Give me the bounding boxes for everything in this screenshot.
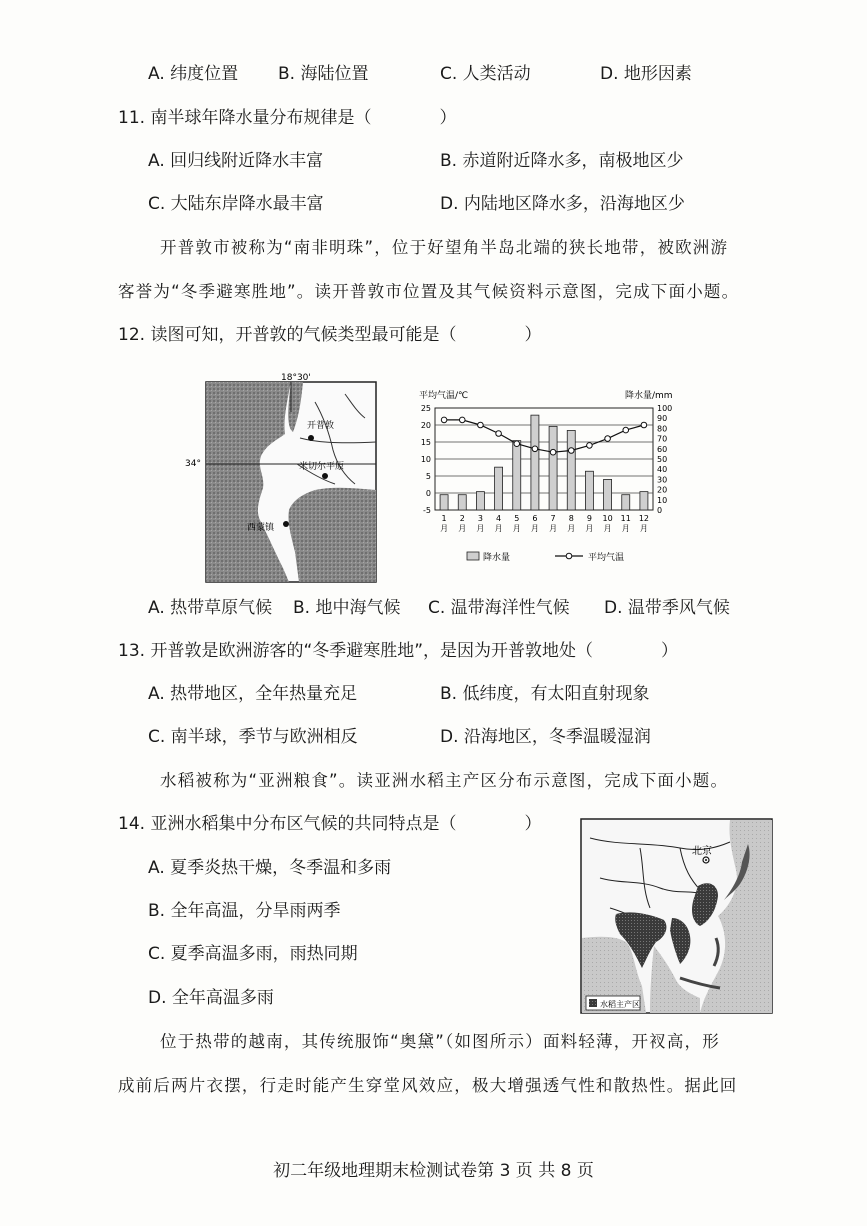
asia-rice-map xyxy=(580,818,773,1014)
temperature-point xyxy=(568,448,574,454)
vietnam-intro-line1: 位于热带的越南，其传统服饰“奥黛”（如图所示）面料轻薄，开衩高，形 xyxy=(160,1032,720,1051)
right-tick-label: 40 xyxy=(657,465,668,475)
temperature-point xyxy=(514,441,520,447)
x-tick-label: 9 xyxy=(586,514,592,523)
q13-stem: 13. 开普敦是欧洲游客的“冬季避寒胜地”，是因为开普敦地处（ ） xyxy=(118,641,679,661)
right-tick-label: 20 xyxy=(657,485,668,495)
precip-bar xyxy=(458,495,466,510)
x-tick-unit: 月 xyxy=(585,524,594,533)
precip-bar xyxy=(622,495,630,510)
x-tick-label: 10 xyxy=(602,514,613,523)
x-tick-unit: 月 xyxy=(458,524,467,533)
q10-option-c: C. 人类活动 xyxy=(440,64,531,84)
q10-option-b: B. 海陆位置 xyxy=(278,64,369,84)
x-tick-label: 5 xyxy=(514,514,520,523)
x-tick-label: 2 xyxy=(459,514,465,523)
x-tick-unit: 月 xyxy=(530,524,539,533)
right-tick-label: 70 xyxy=(657,434,668,444)
capetown-label: 开普敦 xyxy=(307,421,335,431)
q12-stem: 12. 读图可知，开普敦的气候类型最可能是（ ） xyxy=(118,325,542,345)
precip-bar xyxy=(531,415,539,510)
mitchells-plain-label: 米切尔平原 xyxy=(299,462,345,472)
mitchells-plain-dot xyxy=(322,473,328,479)
x-tick-unit: 月 xyxy=(440,524,449,533)
left-tick-label: 10 xyxy=(420,455,431,464)
legend-bar-label: 降水量 xyxy=(483,553,511,563)
right-axis-title: 降水量/mm xyxy=(625,391,673,401)
x-tick-unit: 月 xyxy=(621,524,630,533)
longitude-label: 18°30' xyxy=(281,373,311,383)
left-tick-label: 5 xyxy=(425,472,431,481)
q14-option-d: D. 全年高温多雨 xyxy=(148,988,274,1008)
q12-option-d: D. 温带季风气候 xyxy=(604,598,730,618)
page-footer: 初二年级地理期末检测试卷第 3 页 共 8 页 xyxy=(273,1161,594,1181)
x-tick-unit: 月 xyxy=(639,524,648,533)
temperature-point xyxy=(623,427,629,433)
latitude-label: 34° xyxy=(185,459,201,469)
right-tick-label: 80 xyxy=(657,424,668,434)
rice-intro: 水稻被称为“亚洲粮食”。读亚洲水稻主产区分布示意图，完成下面小题。 xyxy=(160,771,729,790)
legend-bar-swatch xyxy=(467,552,479,560)
temperature-point xyxy=(478,422,484,428)
precip-bar xyxy=(604,479,612,510)
x-tick-label: 8 xyxy=(568,514,574,523)
q10-option-d: D. 地形因素 xyxy=(600,64,692,84)
q13-option-a: A. 热带地区，全年热量充足 xyxy=(148,684,358,704)
legend-line-label: 平均气温 xyxy=(588,553,625,563)
temperature-point xyxy=(441,417,447,423)
left-tick-label: 20 xyxy=(420,421,431,430)
x-tick-label: 6 xyxy=(532,514,538,523)
left-tick-label: -5 xyxy=(423,506,431,515)
map2-legend-swatch xyxy=(589,999,597,1007)
vietnam-intro-line2: 成前后两片衣摆，行走时能产生穿堂风效应，极大增强透气性和散热性。据此回 xyxy=(118,1076,738,1095)
x-tick-unit: 月 xyxy=(603,524,612,533)
right-tick-label: 60 xyxy=(657,444,668,454)
precip-bar xyxy=(476,492,484,510)
temperature-point xyxy=(496,431,502,437)
temperature-point xyxy=(605,436,611,442)
q14-stem: 14. 亚洲水稻集中分布区气候的共同特点是（ ） xyxy=(118,814,542,834)
left-tick-label: 25 xyxy=(420,404,431,413)
capetown-intro-line1: 开普敦市被称为“南非明珠”，位于好望角半岛北端的狭长地带，被欧洲游 xyxy=(160,238,729,257)
right-tick-label: 0 xyxy=(657,506,663,515)
beijing-label: 北京 xyxy=(692,846,712,857)
precip-bar xyxy=(585,471,593,510)
precip-bar xyxy=(549,426,557,510)
q12-option-c: C. 温带海洋性气候 xyxy=(428,598,570,618)
precip-bar xyxy=(513,441,521,510)
capetown-location-map xyxy=(185,372,378,584)
x-tick-label: 7 xyxy=(550,514,556,523)
capetown-climate-chart xyxy=(405,386,688,568)
precip-bar xyxy=(567,430,575,510)
q14-option-c: C. 夏季高温多雨，雨热同期 xyxy=(148,944,358,964)
q11-option-d: D. 内陆地区降水多，沿海地区少 xyxy=(440,194,685,214)
x-tick-unit: 月 xyxy=(567,524,576,533)
x-tick-unit: 月 xyxy=(512,524,521,533)
q11-option-b: B. 赤道附近降水多，南极地区少 xyxy=(440,151,684,171)
false-bay xyxy=(288,488,376,582)
left-tick-label: 0 xyxy=(425,489,431,498)
x-tick-label: 11 xyxy=(620,514,631,523)
legend-line-marker xyxy=(566,553,572,559)
q13-option-d: D. 沿海地区，冬季温暖湿润 xyxy=(440,727,651,747)
right-tick-label: 30 xyxy=(657,475,668,485)
temperature-point xyxy=(532,446,538,452)
temperature-point xyxy=(550,449,556,455)
q14-option-b: B. 全年高温，分旱雨两季 xyxy=(148,901,341,921)
temperature-point xyxy=(587,443,593,449)
q13-option-b: B. 低纬度，有太阳直射现象 xyxy=(440,684,650,704)
temperature-point xyxy=(641,422,647,428)
q11-stem: 11. 南半球年降水量分布规律是（ ） xyxy=(118,108,457,128)
x-tick-label: 3 xyxy=(477,514,483,523)
q14-option-a: A. 夏季炎热干燥，冬季温和多雨 xyxy=(148,858,392,878)
left-tick-label: 15 xyxy=(420,438,431,447)
right-tick-label: 90 xyxy=(657,414,668,424)
precip-bar xyxy=(640,492,648,510)
right-tick-label: 10 xyxy=(657,495,668,505)
map2-legend-label: 水稻主产区 xyxy=(600,1000,640,1009)
simonstown-dot xyxy=(283,521,289,527)
x-tick-label: 12 xyxy=(638,514,650,523)
right-tick-label: 100 xyxy=(657,404,673,413)
right-tick-label: 50 xyxy=(657,455,668,464)
q11-option-a: A. 回归线附近降水丰富 xyxy=(148,151,324,171)
x-tick-unit: 月 xyxy=(476,524,485,533)
x-tick-label: 1 xyxy=(441,514,447,523)
temperature-point xyxy=(459,417,465,423)
q10-option-a: A. 纬度位置 xyxy=(148,64,239,84)
x-tick-unit: 月 xyxy=(549,524,558,533)
capetown-dot xyxy=(308,435,314,441)
simonstown-label: 西蒙镇 xyxy=(247,523,275,533)
left-axis-title: 平均气温/℃ xyxy=(419,391,469,401)
precip-bar xyxy=(495,467,503,510)
q13-option-c: C. 南半球，季节与欧洲相反 xyxy=(148,727,358,747)
capetown-intro-line2: 客誉为“冬季避寒胜地”。读开普敦市位置及其气候资料示意图，完成下面小题。 xyxy=(118,282,740,301)
x-tick-label: 4 xyxy=(496,514,502,523)
precip-bar xyxy=(440,495,448,510)
x-tick-unit: 月 xyxy=(494,524,503,533)
q12-option-b: B. 地中海气候 xyxy=(293,598,401,618)
q12-option-a: A. 热带草原气候 xyxy=(148,598,273,618)
q11-option-c: C. 大陆东岸降水最丰富 xyxy=(148,194,324,214)
